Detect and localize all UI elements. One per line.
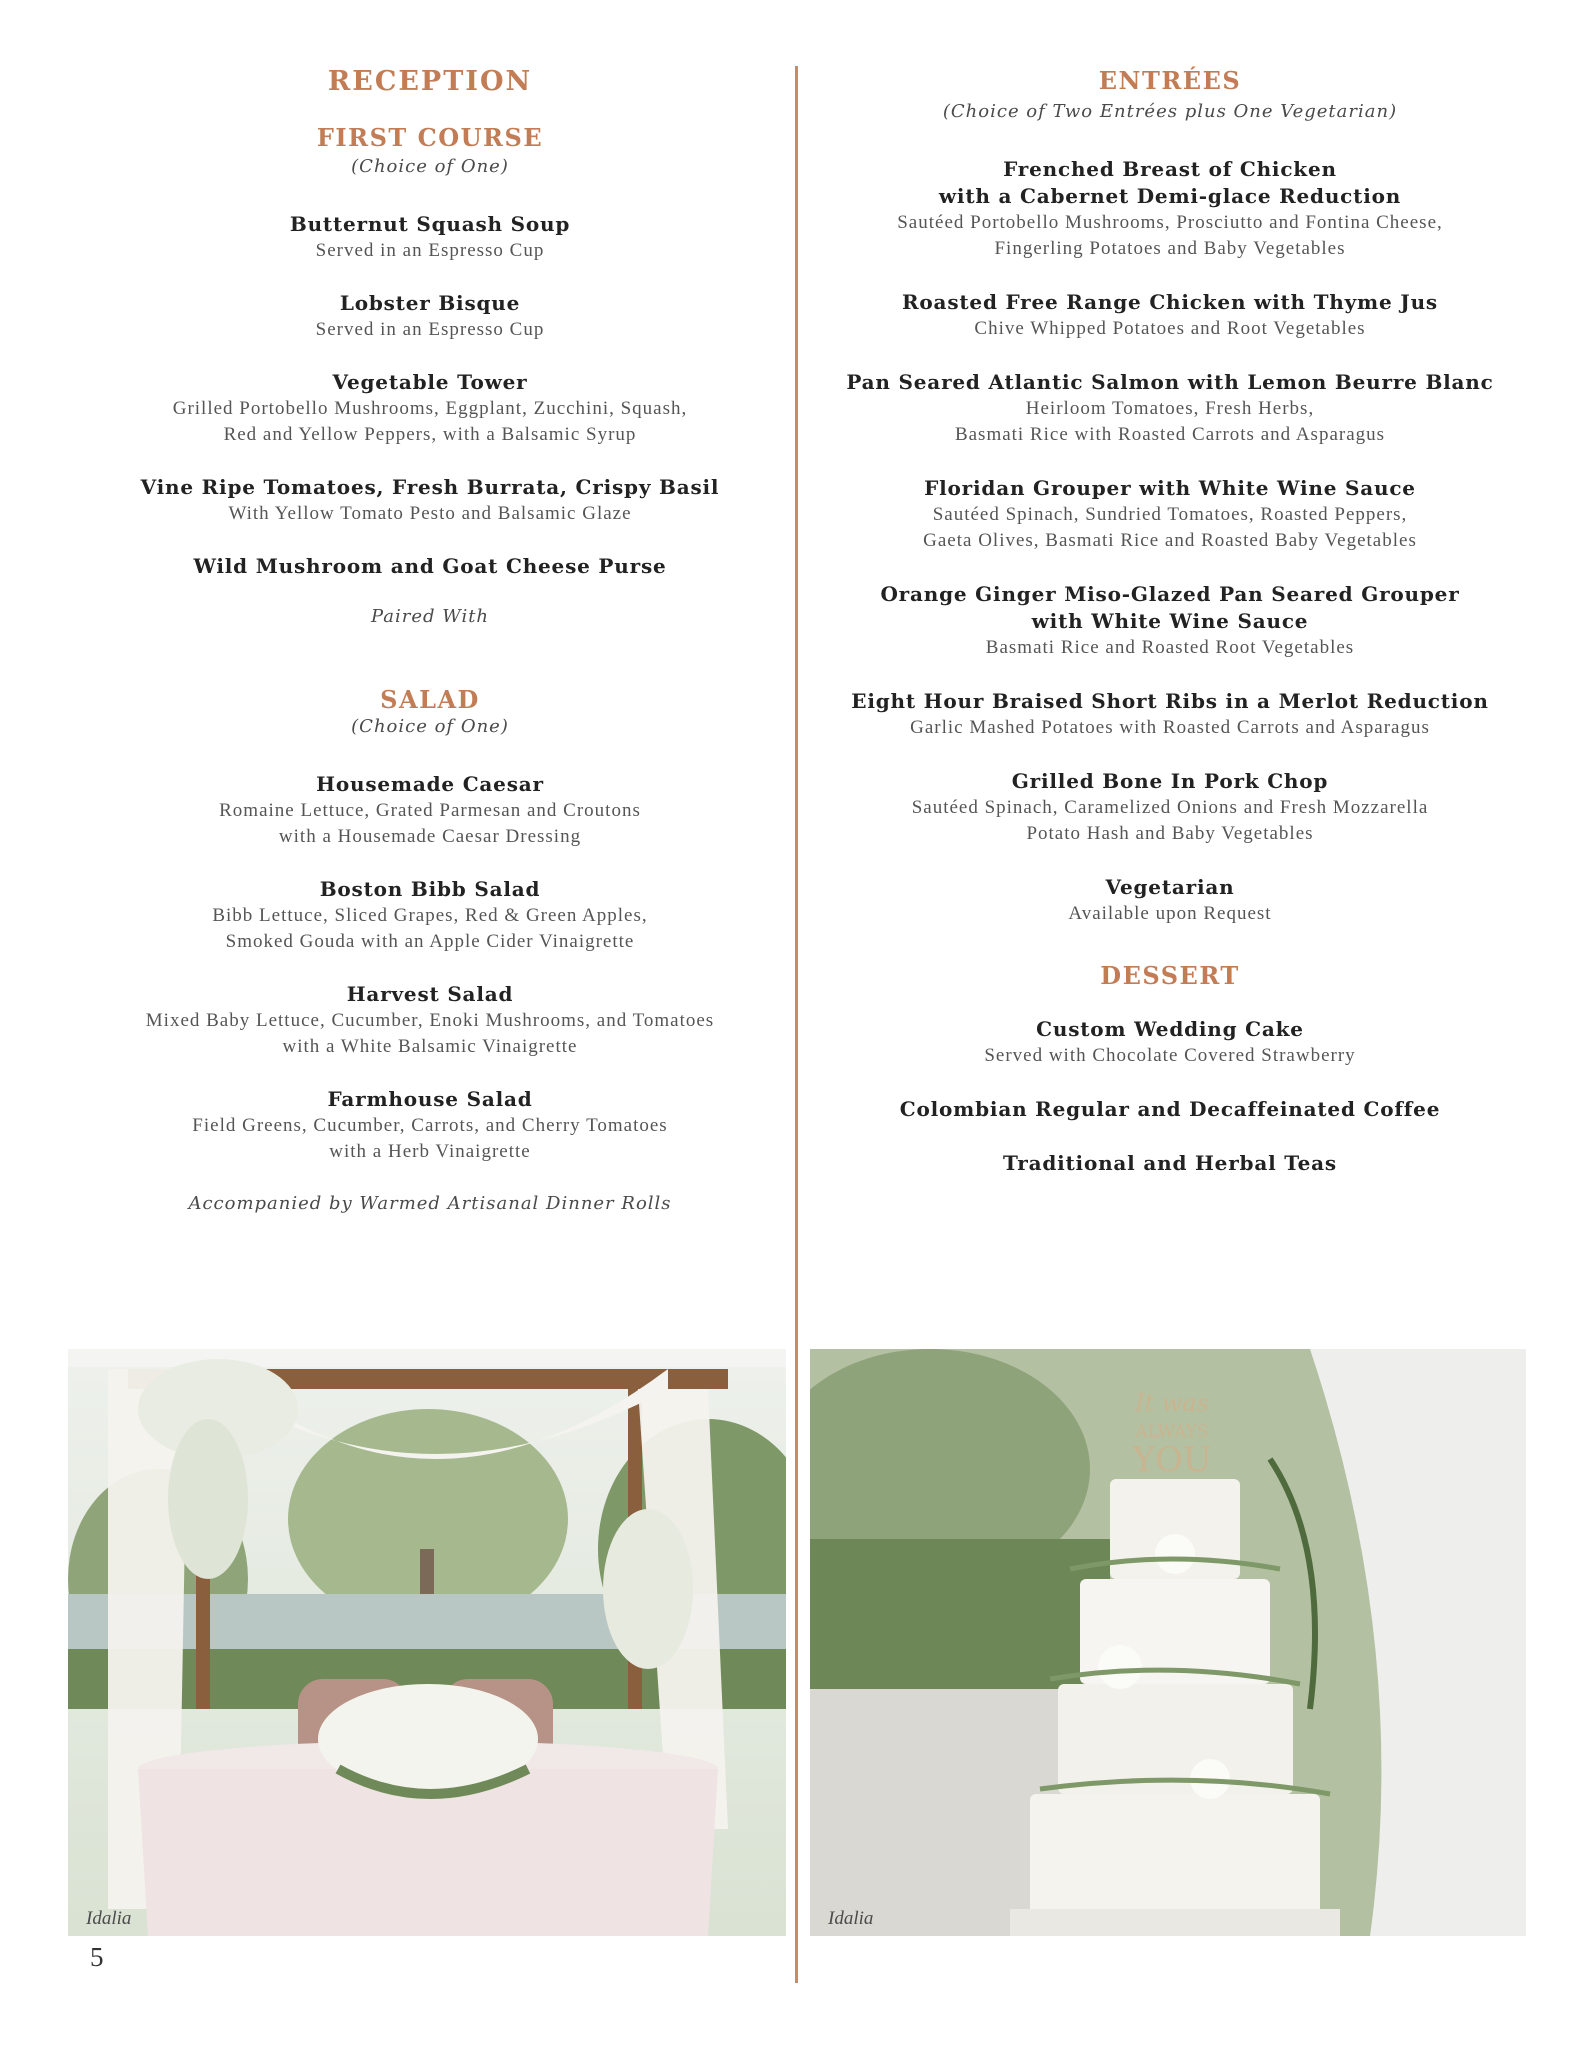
menu-item: [90, 369, 770, 448]
cake-topper-line-1: It was: [1135, 1389, 1209, 1417]
paired-with-note: Paired With: [370, 606, 490, 627]
menu-item: [830, 1016, 1510, 1069]
dish-desc: Romaine Lettuce, Grated Parmesan and Croutons: [219, 800, 641, 821]
menu-item: [90, 474, 770, 527]
dish-name: with a Cabernet Demi-glace Reduction: [938, 184, 1402, 208]
dish-desc: Garlic Mashed Potatoes with Roasted Carrots and Asparagus: [910, 717, 1430, 738]
dish-desc: Red and Yellow Peppers, with a Balsamic Syrup: [223, 424, 637, 445]
dish-name: Boston Bibb Salad: [319, 877, 541, 901]
dish-name: Housemade Caesar: [316, 772, 544, 796]
cake-topper-line-3: YOU: [1132, 1440, 1212, 1480]
dish-name: Grilled Bone In Pork Chop: [1011, 769, 1329, 793]
dessert-title: DESSERT: [1100, 961, 1240, 990]
dish-desc: Sautéed Spinach, Caramelized Onions and Fresh Mozzarella: [911, 797, 1429, 818]
dish-name: Frenched Breast of Chicken: [1003, 157, 1337, 181]
dish-name: Vine Ripe Tomatoes, Fresh Burrata, Crispy Basil: [140, 475, 720, 499]
reception-column: [90, 60, 770, 1214]
dish-name: Traditional and Herbal Teas: [1003, 1151, 1337, 1175]
dish-name: Vegetable Tower: [332, 370, 528, 394]
photo-credit: Idalia: [828, 1908, 874, 1929]
entrees-title: ENTRÉES: [1098, 66, 1242, 95]
dish-name: Custom Wedding Cake: [1036, 1017, 1304, 1041]
dish-desc: with a White Balsamic Vinaigrette: [282, 1036, 578, 1057]
dish-name: Vegetarian: [1105, 875, 1235, 899]
menu-item: [830, 475, 1510, 554]
dish-desc: Basmati Rice with Roasted Carrots and Asparagus: [954, 424, 1386, 445]
dish-desc: Sautéed Portobello Mushrooms, Prosciutto and Fontina Cheese,: [897, 212, 1443, 233]
wedding-cake-photo: [810, 1349, 1526, 1936]
dish-desc: Bibb Lettuce, Sliced Grapes, Red & Green Apples,: [212, 905, 648, 926]
menu-item: [830, 1150, 1510, 1177]
entrees-note: (Choice of Two Entrées plus One Vegetarian): [942, 101, 1398, 122]
dish-name: Floridan Grouper with White Wine Sauce: [924, 476, 1416, 500]
dish-name: Harvest Salad: [346, 982, 514, 1006]
salad-title: SALAD: [380, 685, 480, 714]
dish-desc: Heirloom Tomatoes, Fresh Herbs,: [1025, 398, 1315, 419]
menu-item: [90, 211, 770, 264]
dish-name: Lobster Bisque: [339, 291, 521, 315]
entrees-column: [830, 60, 1510, 1177]
dish-desc: Smoked Gouda with an Apple Cider Vinaigrette: [225, 931, 635, 952]
menu-item: [830, 289, 1510, 342]
dish-desc: Served with Chocolate Covered Strawberry: [984, 1045, 1356, 1066]
menu-item: [90, 290, 770, 343]
dish-desc: Grilled Portobello Mushrooms, Eggplant, Zucchini, Squash,: [172, 398, 688, 419]
menu-item: [90, 553, 770, 580]
dish-name: Farmhouse Salad: [327, 1087, 533, 1111]
dish-desc: Chive Whipped Potatoes and Root Vegetables: [974, 318, 1366, 339]
column-divider: [795, 66, 798, 1983]
reception-title: RECEPTION: [327, 66, 533, 97]
photo-credit: Idalia: [86, 1908, 132, 1929]
dish-desc: Fingerling Potatoes and Baby Vegetables: [994, 238, 1346, 259]
dish-desc: Gaeta Olives, Basmati Rice and Roasted Baby Vegetables: [923, 530, 1417, 551]
first-course-title: FIRST COURSE: [316, 123, 544, 152]
menu-item: [830, 688, 1510, 741]
menu-item: [90, 981, 770, 1060]
menu-item: [830, 768, 1510, 847]
dish-name: Colombian Regular and Decaffeinated Coffee: [899, 1097, 1441, 1121]
dish-name: Eight Hour Braised Short Ribs in a Merlot Reduction: [851, 689, 1489, 713]
dish-name: Pan Seared Atlantic Salmon with Lemon Beurre Blanc: [846, 370, 1494, 394]
menu-item: [90, 771, 770, 850]
menu-item: [830, 1096, 1510, 1123]
sweetheart-table-photo: [68, 1349, 786, 1936]
cake-topper-line-2: ALWAYS: [1135, 1422, 1209, 1442]
dish-desc: Field Greens, Cucumber, Carrots, and Cherry Tomatoes: [192, 1115, 668, 1136]
salad-note: (Choice of One): [351, 716, 509, 737]
first-course-note: (Choice of One): [351, 156, 509, 177]
dish-desc: with a Herb Vinaigrette: [329, 1141, 531, 1162]
menu-item: [90, 876, 770, 955]
dish-desc: Potato Hash and Baby Vegetables: [1026, 823, 1314, 844]
dish-desc: With Yellow Tomato Pesto and Balsamic Glaze: [228, 503, 632, 524]
dish-desc: Available upon Request: [1068, 903, 1272, 924]
dish-name: Butternut Squash Soup: [289, 212, 571, 236]
dish-desc: Served in an Espresso Cup: [315, 240, 545, 261]
menu-item: [830, 874, 1510, 927]
dinner-rolls-note: Accompanied by Warmed Artisanal Dinner Rolls: [188, 1193, 672, 1214]
dish-desc: with a Housemade Caesar Dressing: [278, 826, 582, 847]
dish-name: Wild Mushroom and Goat Cheese Purse: [193, 554, 667, 578]
menu-item: [830, 369, 1510, 448]
dish-desc: Basmati Rice and Roasted Root Vegetables: [985, 637, 1355, 658]
dish-desc: Served in an Espresso Cup: [315, 319, 545, 340]
dish-name: Roasted Free Range Chicken with Thyme Jus: [902, 290, 1438, 314]
menu-item: [830, 581, 1510, 661]
menu-item: [90, 1086, 770, 1165]
dish-desc: Mixed Baby Lettuce, Cucumber, Enoki Mushrooms, and Tomatoes: [145, 1010, 715, 1031]
dish-name: with White Wine Sauce: [1031, 609, 1309, 633]
page-number: 5: [90, 1942, 104, 1972]
dish-desc: Sautéed Spinach, Sundried Tomatoes, Roasted Peppers,: [932, 504, 1408, 525]
menu-item: [830, 156, 1510, 262]
dish-name: Orange Ginger Miso-Glazed Pan Seared Grouper: [880, 582, 1460, 606]
